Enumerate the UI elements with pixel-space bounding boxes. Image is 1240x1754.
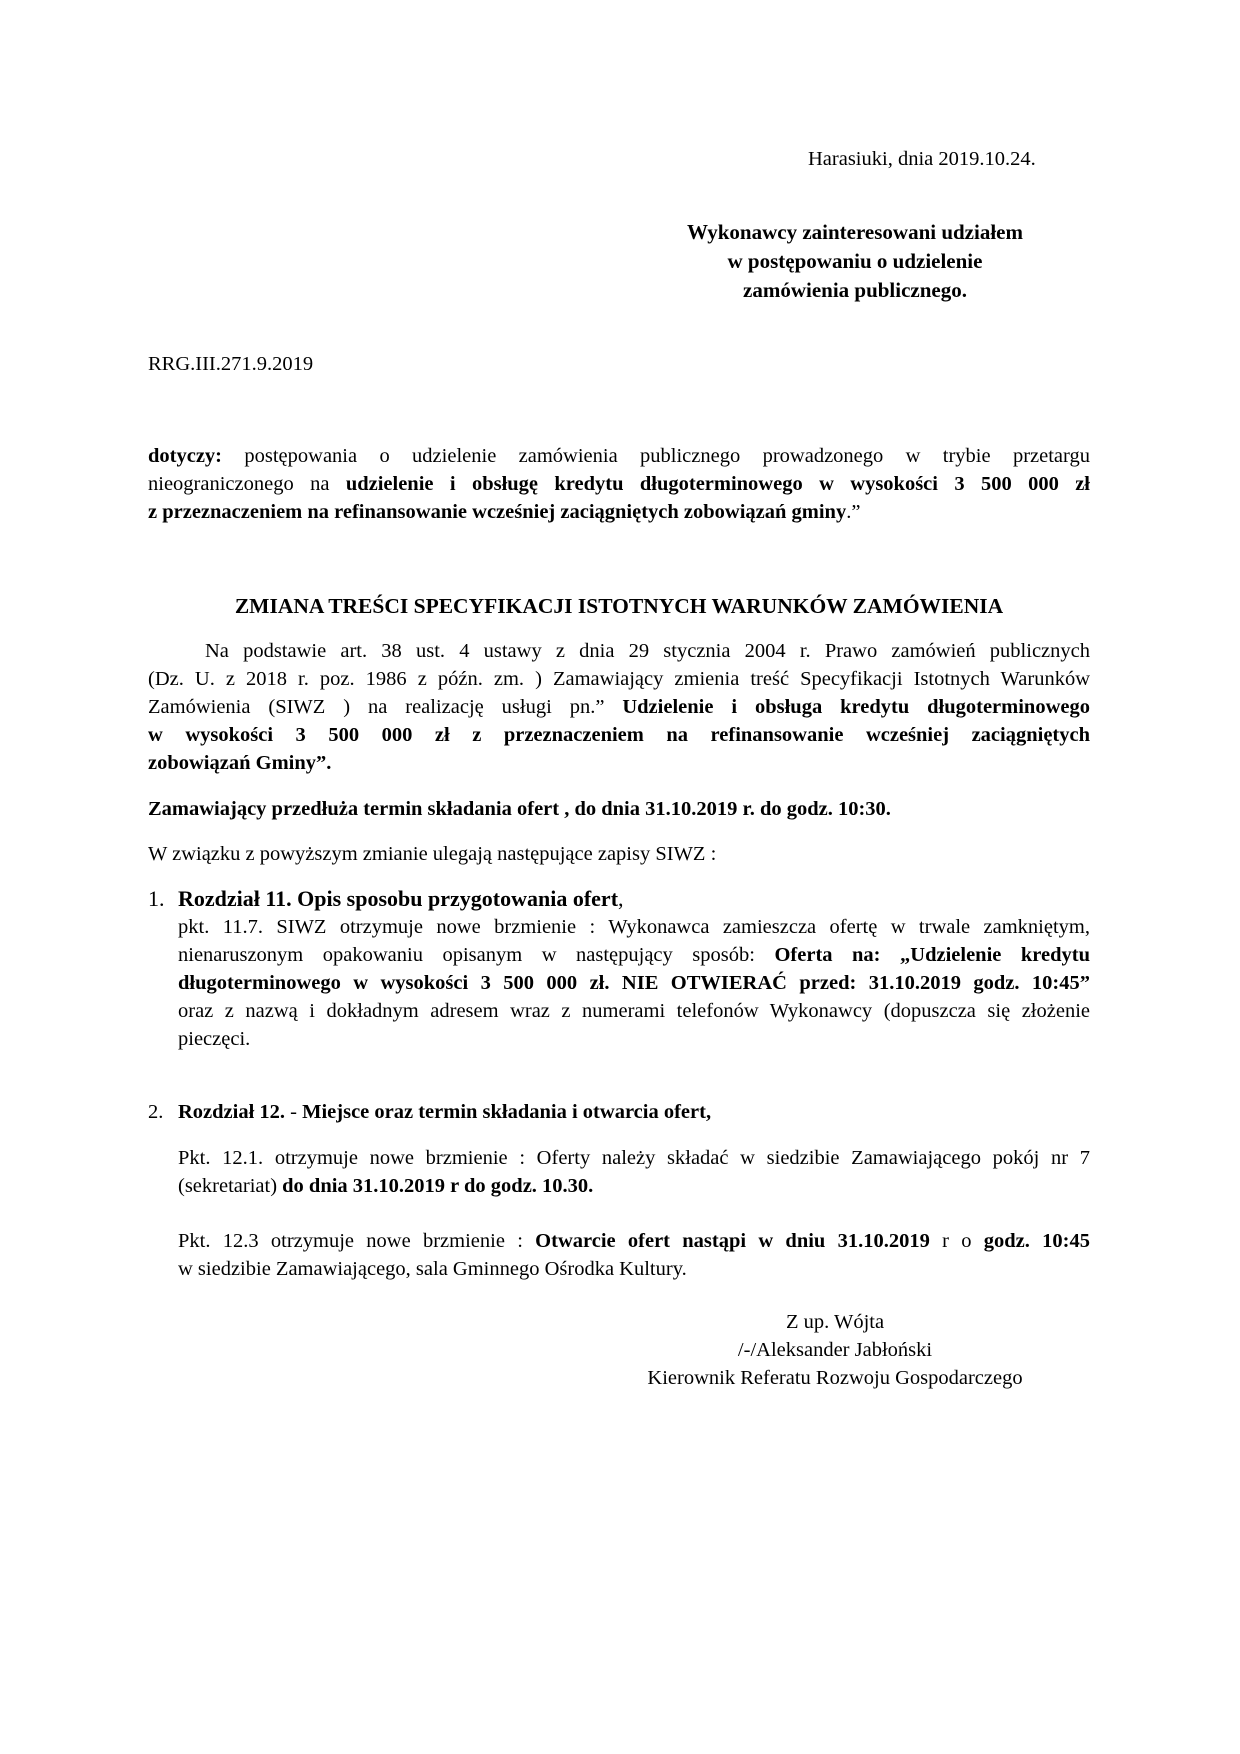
item-1-title: Rozdział 11. Opis sposobu przygotowania ofert, [178,886,624,911]
date-line: Harasiuki, dnia 2019.10.24. [808,148,1036,170]
deadline-extension: Zamawiający przedłuża termin składania ofert , do dnia 31.10.2019 r. do godz. 10:30. [148,798,891,820]
intro-line-4: w wysokości 3 500 000 zł z przeznaczeniem na refinansowanie wcześniej zaciągniętych [148,724,1090,746]
subject-label: dotyczy: [148,445,223,467]
intro-line-3: Zamówienia (SIWZ ) na realizację usługi pn.” Udzielenie i obsługa kredytu długoterminowego [148,696,1090,718]
document-heading: ZMIANA TREŚCI SPECYFIKACJI ISTOTNYCH WARUNKÓW ZAMÓWIENIA [234,594,1004,618]
subject-line-2: nieograniczonego na udzielenie i obsługę kredytu długoterminowego w wysokości 3 500 000 zł [148,473,1091,495]
subject-line-1: dotyczy: postępowania o udzielenie zamówienia publicznego prowadzonego w trybie przetargu [148,445,1090,467]
item-1-line-2: nienaruszonym opakowaniu opisanym w następujący sposób: Oferta na: „Udzielenie kredytu [178,944,1090,966]
signature-name: /-/Aleksander Jabłoński [737,1339,933,1361]
subject-line-3: z przeznaczeniem na refinansowanie wcześniej zaciągniętych zobowiązań gminy.” [148,501,861,523]
item-1-line-4: oraz z nazwą i dokładnym adresem wraz z numerami telefonów Wykonawcy (dopuszcza się złożenie [178,1000,1090,1022]
signature-line-1: Z up. Wójta [785,1311,885,1333]
reference-number: RRG.III.271.9.2019 [148,353,314,375]
item-2-p1-line-1: Pkt. 12.1. otrzymuje nowe brzmienie : Oferty należy składać w siedzibie Zamawiającego pokój nr 7 [178,1147,1090,1169]
item-1-line-3: długoterminowego w wysokości 3 500 000 zł. NIE OTWIERAĆ przed: 31.10.2019 godz. 10:45” [178,972,1090,994]
item-2-p2-line-2: w siedzibie Zamawiającego, sala Gminnego Ośrodka Kultury. [178,1258,687,1280]
item-2-number: 2. [148,1101,164,1123]
item-2-p1-line-2: (sekretariat) do dnia 31.10.2019 r do godz. 10.30. [178,1175,594,1197]
recipient-block [640,218,1070,305]
intro-line-5: zobowiązań Gminy”. [148,752,332,774]
recipient-line-2: w postępowaniu o udzielenie [727,249,983,273]
recipient-line-1: Wykonawcy zainteresowani udziałem [687,220,1023,244]
signature-block [560,1308,1110,1392]
item-2-title: Rozdział 12. - Miejsce oraz termin składania i otwarcia ofert, [178,1101,712,1123]
item-1-number: 1. [148,886,165,911]
intro-line-1: Na podstawie art. 38 ust. 4 ustawy z dnia 29 stycznia 2004 r. Prawo zamówień publicznych [205,640,1090,662]
signature-position: Kierownik Referatu Rozwoju Gospodarczego [647,1367,1023,1389]
item-1-line-1: pkt. 11.7. SIWZ otrzymuje nowe brzmienie : Wykonawca zamieszcza ofertę w trwale zamkniętym, [178,916,1090,938]
recipient-line-3: zamówienia publicznego. [743,278,967,302]
intro-line-2: (Dz. U. z 2018 r. poz. 1986 z późn. zm. ) Zamawiający zmienia treść Specyfikacji Istotnych Warunków [148,668,1090,690]
item-1-line-5: pieczęci. [178,1028,251,1050]
item-2-p2-line-1: Pkt. 12.3 otrzymuje nowe brzmienie : Otwarcie ofert nastąpi w dniu 31.10.2019 r o godz. 10:45 [178,1230,1090,1252]
changes-intro: W związku z powyższym zmianie ulegają następujące zapisy SIWZ : [148,843,717,865]
